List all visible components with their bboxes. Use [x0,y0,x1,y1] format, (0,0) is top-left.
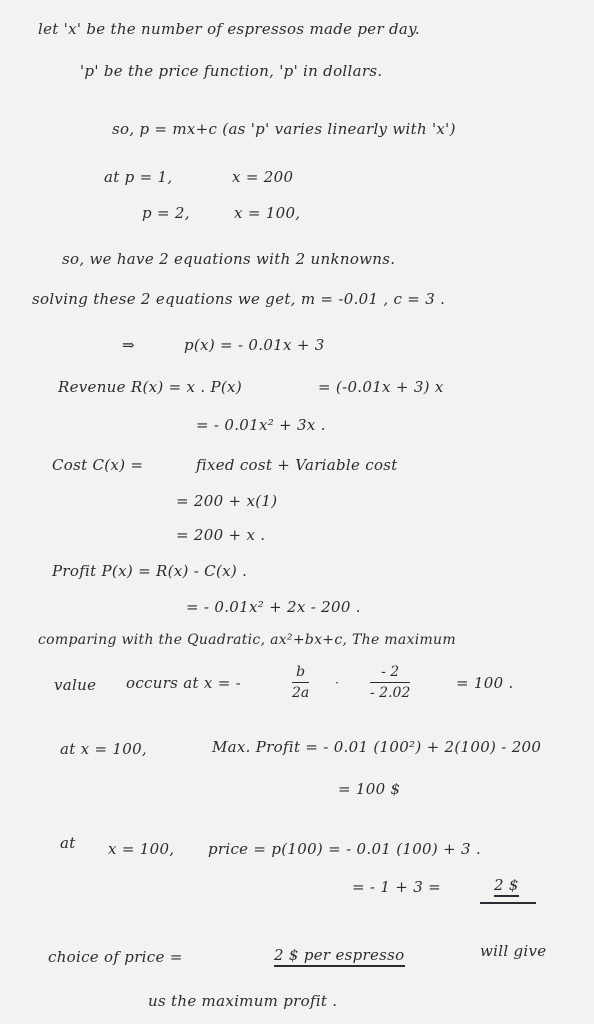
fraction-substituted [370,664,410,701]
line-cost-def: Cost C(x) = [52,456,144,474]
line-max-profit: Max. Profit = - 0.01 (100²) + 2(100) - 200 [212,738,542,756]
line-value-word: value [54,676,97,694]
line-define-p: 'p' be the price function, 'p' in dollars. [80,62,383,80]
line-price-per-espresso: 2 $ per espresso [274,946,405,967]
line-max-profit-conclusion: us the maximum profit . [148,992,338,1010]
dot-separator: · [335,676,340,690]
line-condition-1b: x = 200 [232,168,294,186]
line-max-profit-result: = 100 $ [338,780,401,798]
line-condition-2b: x = 100, [234,204,301,222]
line-revenue-result: = - 0.01x² + 3x . [196,416,326,434]
fraction-sub-numerator: - 2 [381,664,400,680]
line-cost-desc: fixed cost + Variable cost [196,456,398,474]
fraction-b-numerator: b [296,664,306,680]
line-at-word: at [60,834,76,852]
line-compare-quadratic: comparing with the Quadratic, ax²+bx+c, The maximum [38,632,456,648]
fraction-bar [292,682,309,683]
line-x-equals-100: x = 100, [108,840,175,858]
line-price-simplify: = - 1 + 3 = [352,878,442,896]
line-condition-1a: at p = 1, [104,168,173,186]
line-occurs-at: occurs at x = - [126,674,242,692]
line-two-equations: so, we have 2 equations with 2 unknowns. [62,250,396,268]
line-vertex-result: = 100 . [456,674,514,692]
line-choice-of-price: choice of price = [48,948,183,966]
line-cost-result: = 200 + x . [176,526,266,544]
line-price-function: p(x) = - 0.01x + 3 [184,336,325,354]
line-cost-values: = 200 + x(1) [176,492,278,510]
line-revenue-def: Revenue R(x) = x . P(x) [58,378,242,396]
double-underline-mark [480,902,536,904]
line-linear-model: so, p = mx+c (as 'p' varies linearly with 'x') [112,120,456,138]
fraction-b-over-2a [292,664,309,701]
line-will-give: will give [480,942,547,960]
fraction-sub-denominator: - 2.02 [370,685,411,701]
fraction-bar [370,682,410,683]
line-price-calc: price = p(100) = - 0.01 (100) + 3 . [208,840,482,858]
line-define-x: let 'x' be the number of espressos made per day. [38,20,420,38]
line-condition-2a: p = 2, [142,204,190,222]
line-revenue-expand: = (-0.01x + 3) x [318,378,444,396]
line-profit-def: Profit P(x) = R(x) - C(x) . [52,562,248,580]
line-at-x-100: at x = 100, [60,740,148,758]
line-price-result: 2 $ [494,876,519,897]
line-implies-arrow: ⇒ [122,336,135,354]
fraction-b-denominator: 2a [292,685,310,701]
line-profit-result: = - 0.01x² + 2x - 200 . [186,598,361,616]
line-solving: solving these 2 equations we get, m = -0.01 , c = 3 . [32,290,446,308]
